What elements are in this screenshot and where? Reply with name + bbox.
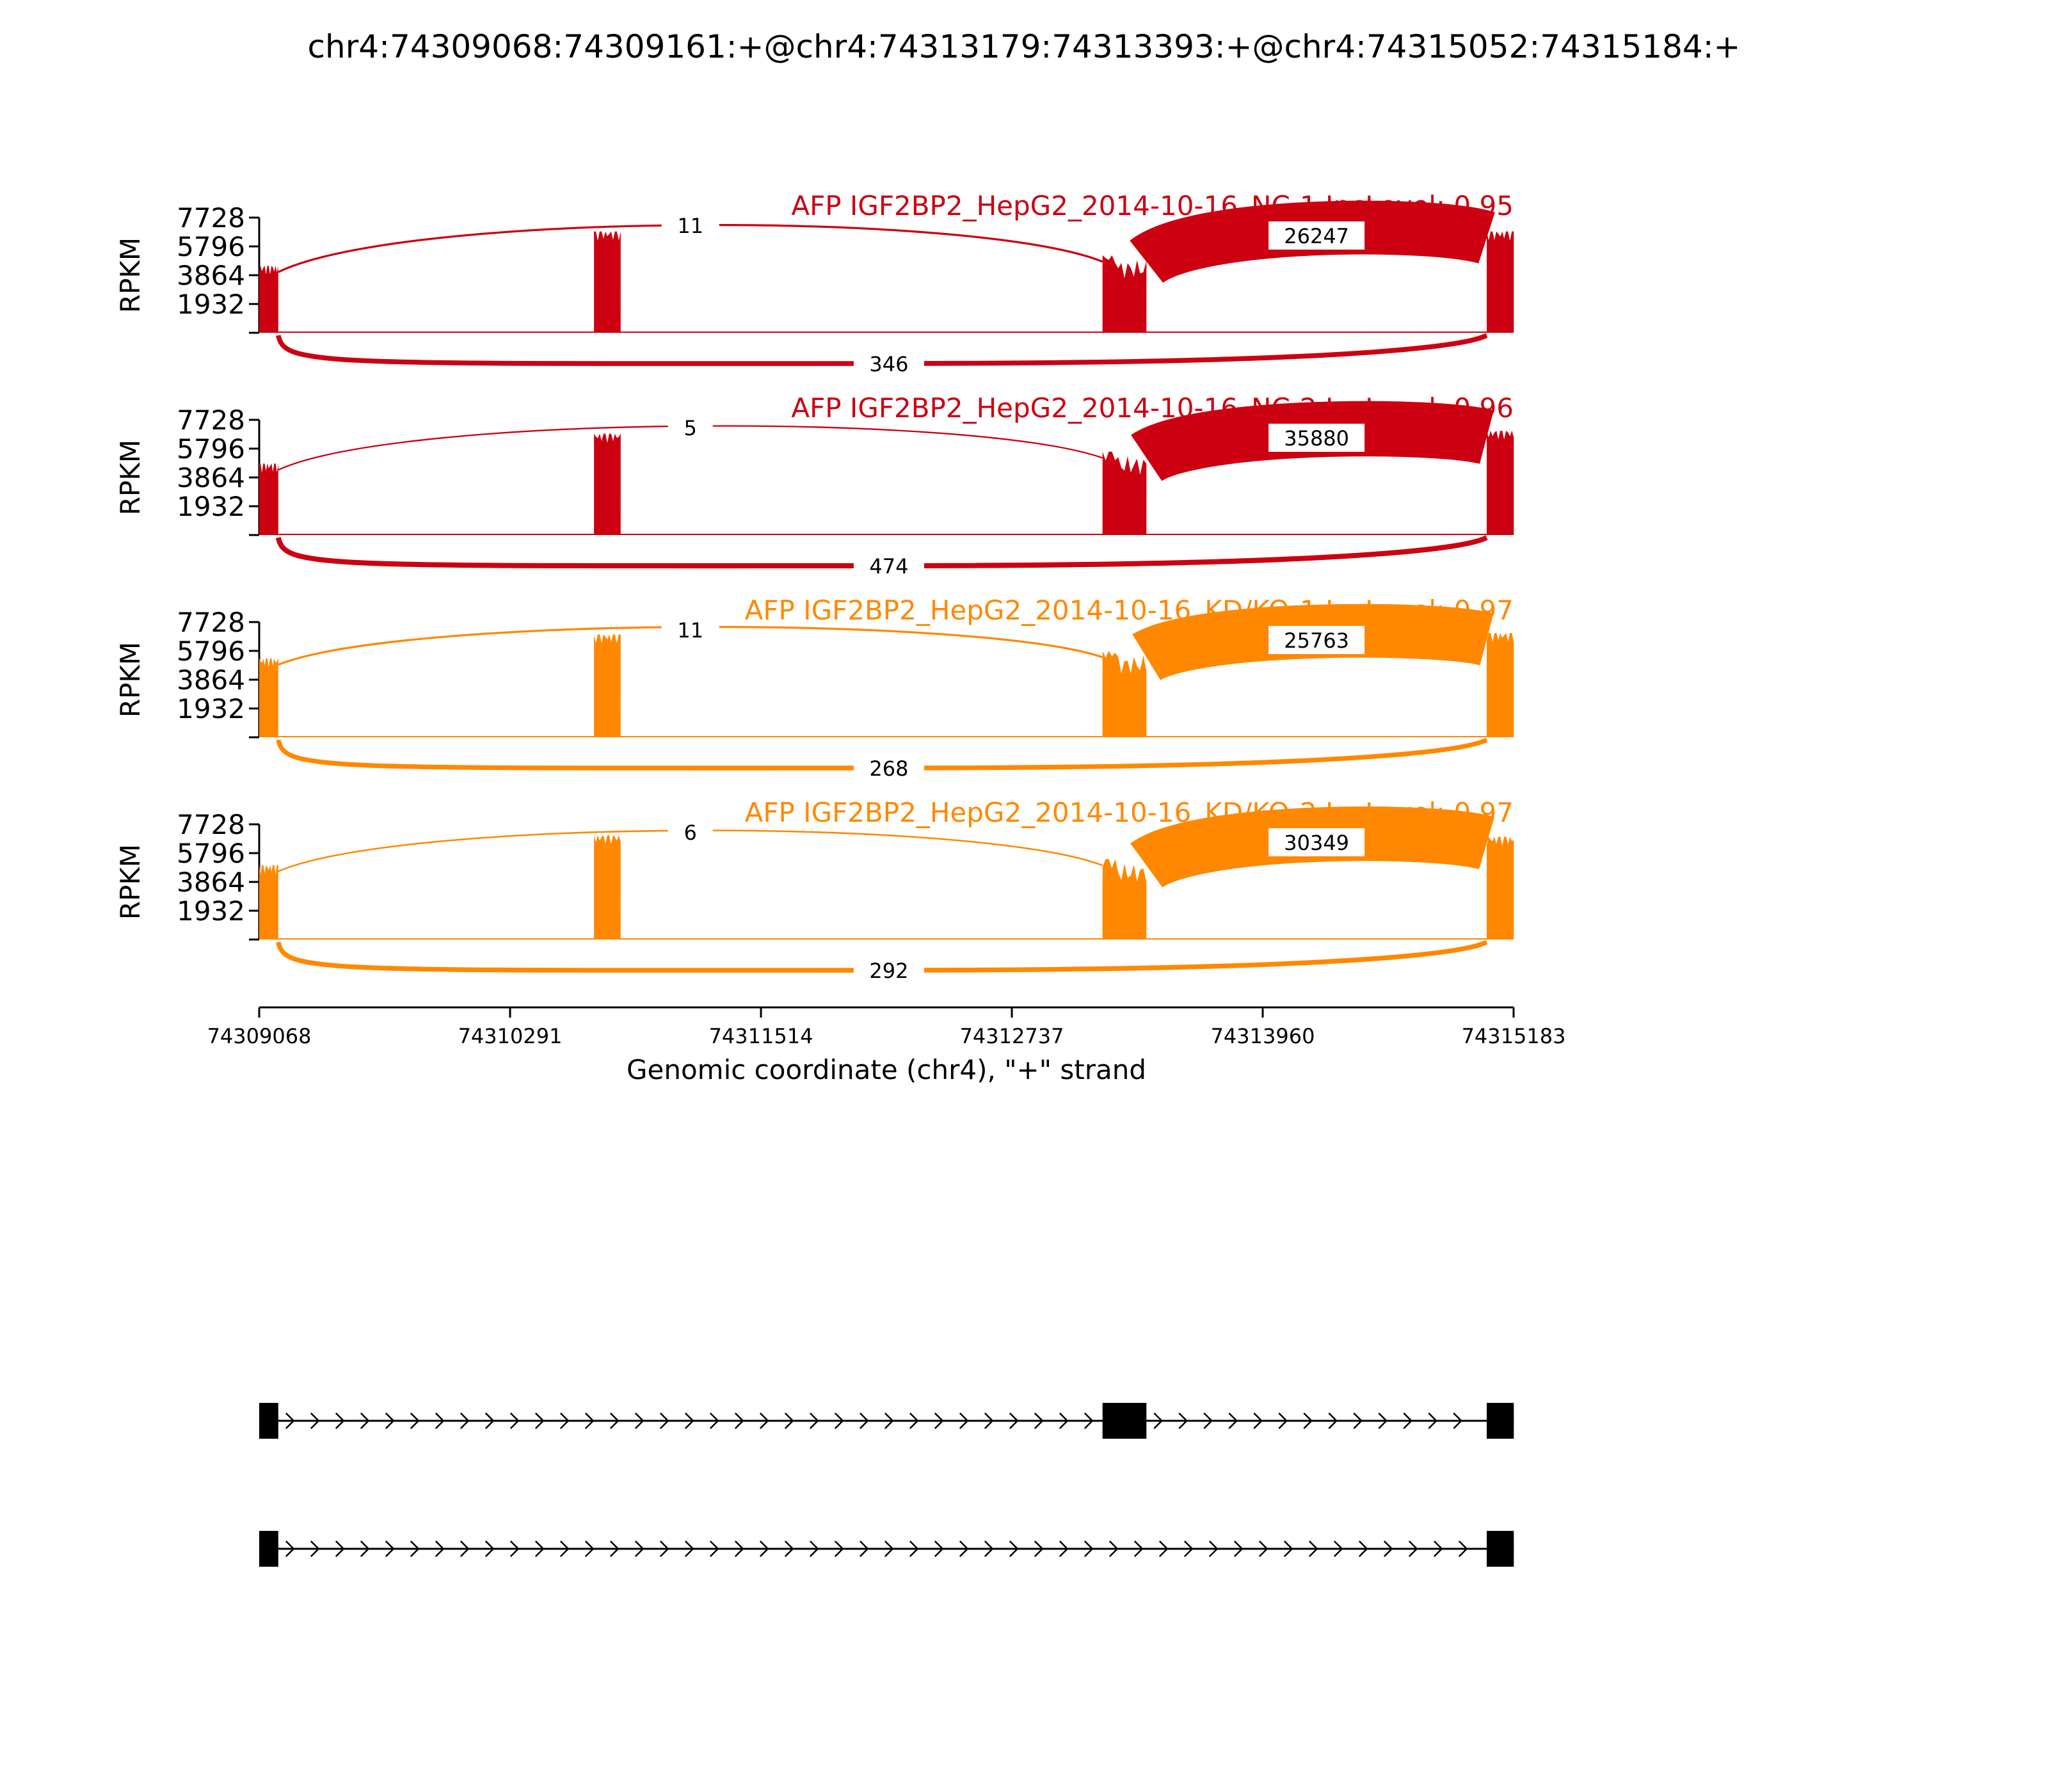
junction-count: 292 [869,959,909,983]
coverage-exon-1 [259,865,278,940]
y-axis-label: RPKM [115,641,146,718]
y-axis-label: RPKM [115,237,146,314]
y-tick-label: 3864 [177,260,245,291]
exon-block [259,1403,278,1439]
coverage-exon-2 [594,835,621,940]
track-2 [115,392,1514,580]
y-tick-label: 3864 [177,462,245,493]
coverage-exon-4 [1487,232,1514,333]
plot-title: chr4:74309068:74309161:+@chr4:74313179:74313393:+@chr4:74315052:74315184:+ [307,28,1741,65]
track-label: AFP IGF2BP2_HepG2_2014-10-16_NC-2 IncLevel: 0.96 [791,392,1514,424]
track-label: AFP IGF2BP2_HepG2_2014-10-16_NC-1 IncLevel: 0.95 [791,190,1514,221]
tracks-layer [115,190,1514,984]
coverage-exon-3 [1103,255,1147,333]
junction-count: 11 [677,214,704,238]
y-axis-label: RPKM [115,439,146,516]
y-axis-label: RPKM [115,844,146,920]
x-axis [207,1007,1566,1085]
y-tick-label: 5796 [177,433,245,465]
coverage-exon-4 [1487,633,1514,737]
y-tick-label: 1932 [177,491,245,522]
track-label: AFP IGF2BP2_HepG2_2014-10-16_KD/KO-2 IncLevel: 0.97 [744,797,1514,828]
junction-count: 346 [869,352,909,376]
y-tick-label: 5796 [177,838,245,869]
junction-count: 11 [677,618,704,643]
coverage-exon-3 [1103,651,1147,737]
isoform-1 [259,1403,1514,1439]
coverage-exon-2 [594,434,621,535]
coverage-exon-2 [594,232,621,333]
junction-count: 268 [869,756,909,781]
x-tick-label: 74313960 [1210,1024,1315,1048]
junction-count: 6 [684,820,697,845]
exon-block [1487,1531,1514,1567]
coverage-exon-1 [259,463,278,535]
y-tick-label: 1932 [177,895,245,927]
coverage-exon-4 [1487,836,1514,940]
x-tick-label: 74315183 [1461,1024,1566,1048]
isoform-panel [259,1403,1514,1567]
junction-count: 25763 [1284,628,1350,653]
x-tick-label: 74310291 [458,1024,563,1048]
y-tick-label: 5796 [177,636,245,667]
y-tick-label: 7728 [177,607,245,638]
track-4 [115,797,1514,984]
exon-block [1103,1403,1147,1439]
y-tick-label: 5796 [177,231,245,262]
x-tick-label: 74312737 [959,1024,1064,1048]
track-3 [115,595,1514,782]
junction-count: 35880 [1284,426,1350,451]
coverage-exon-3 [1103,452,1147,535]
x-axis-label: Genomic coordinate (chr4), "+" strand [626,1054,1147,1085]
junction-count: 26247 [1284,224,1350,248]
y-tick-label: 7728 [177,809,245,840]
x-tick-label: 74311514 [708,1024,813,1048]
x-tick-label: 74309068 [207,1024,312,1048]
coverage-exon-2 [594,634,621,737]
coverage-exon-1 [259,659,278,737]
coverage-exon-1 [259,266,278,333]
track-1 [115,190,1514,378]
exon-block [1487,1403,1514,1439]
y-tick-label: 3864 [177,664,245,696]
junction-count: 474 [869,554,909,579]
coverage-exon-4 [1487,431,1514,535]
coverage-exon-3 [1103,859,1147,940]
y-tick-label: 7728 [177,404,245,436]
track-label: AFP IGF2BP2_HepG2_2014-10-16_KD/KO-1 IncLevel: 0.97 [744,595,1514,626]
exon-block [259,1531,278,1567]
y-tick-label: 1932 [177,693,245,724]
y-tick-label: 1932 [177,289,245,320]
y-tick-label: 3864 [177,867,245,898]
junction-count: 5 [684,416,697,440]
isoform-2 [259,1531,1514,1567]
y-tick-label: 7728 [177,202,245,234]
junction-count: 30349 [1284,831,1350,855]
